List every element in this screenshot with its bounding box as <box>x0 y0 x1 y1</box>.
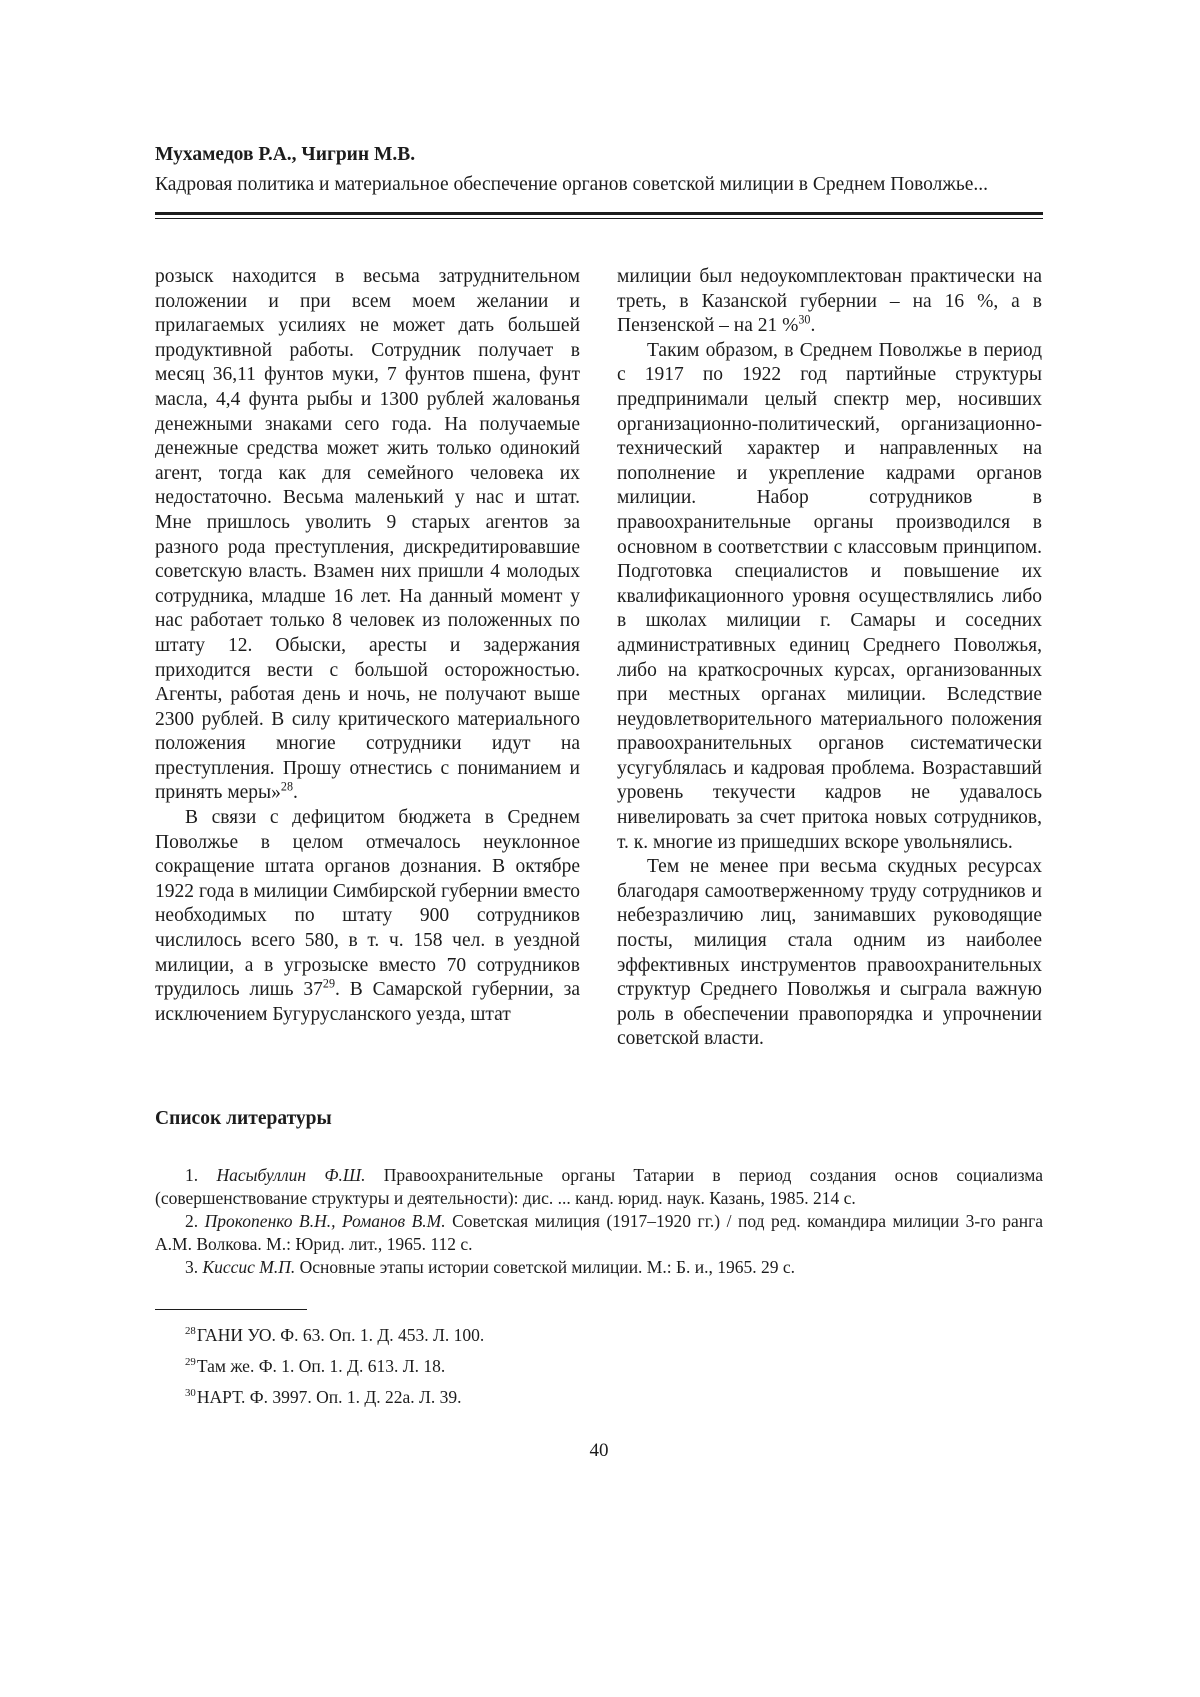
text-segment: Таким образом, в Среднем Поволжье в период с 1917 по 1922 год партийные структуры предпринимали целый спектр мер, носивших организационно-политический, организационно-технический характер и направленных на пополнение и укрепление кадрами органов милиции. Набор сотрудников в правоохранительные органы производился в основном в соответствии с классовым принципом. Подготовка специалистов и повышение их квалификационного уровня осуществлялись либо в школах милиции г. Самары и соседних административных единиц Среднего Поволжья, либо на краткосрочных курсах, организованных при местных органах милиции. Вследствие неудовлетворительного материального положения правоохранительных органов систематически усугублялась и кадровая проблема. Возраставший уровень текучести кадров не удавалось нивелировать за счет притока новых сотрудников, т. к. многие из пришедших вскоре увольнялись. <box>617 339 1042 853</box>
text-segment: милиции был недоукомплектован практически на треть, в Казанской губернии – на 16 %, а в Пензенской – на 21 % <box>617 266 1042 337</box>
left-column <box>155 265 580 1052</box>
text-segment: 3. <box>185 1257 203 1277</box>
text-segment: Прокопенко В.Н., Романов В.М. <box>204 1211 446 1231</box>
paragraph <box>155 265 580 806</box>
footnote <box>155 1355 1043 1377</box>
text-segment: Правоохранительные органы Татарии в период создания основ социализма (совершенствование структуры и деятельности): дис. ... канд. юрид. наук. Казань, 1985. 214 с. <box>155 1165 1043 1208</box>
text-segment: В связи с дефицитом бюджета в Среднем Поволжье в целом отмечалось неуклонное сокращение штата органов дознания. В октябре 1922 года в милиции Симбирской губернии вместо необходимых по штату 900 сотрудников числилось всего 580, в т. ч. 158 чел. в уездной милиции, а в угрозыске вместо 70 сотрудников трудилось лишь 37 <box>155 807 580 1001</box>
footnote-marker: 30 <box>798 312 811 327</box>
footnote-text: ГАНИ УО. Ф. 63. Оп. 1. Д. 453. Л. 100. <box>196 1325 485 1345</box>
footnote-separator <box>155 1309 307 1310</box>
reference-item <box>155 1164 1043 1210</box>
header-rule <box>155 212 1043 219</box>
text-segment: 1. <box>185 1165 217 1185</box>
footnote <box>155 1324 1043 1346</box>
footnotes-section <box>155 1309 1043 1408</box>
body-text <box>155 265 1043 1052</box>
references-section <box>155 1108 1043 1279</box>
text-segment: . <box>293 782 298 804</box>
text-segment: . В Самарской губернии, за исключением Бугурусланского уезда, штат <box>155 979 580 1025</box>
references-heading: Список литературы <box>155 1108 332 1129</box>
paragraph <box>617 265 1042 339</box>
authors: Мухамедов Р.А., Чигрин М.В. <box>155 144 416 165</box>
footnote <box>155 1386 1043 1408</box>
paragraph <box>617 855 1042 1052</box>
footnotes-list <box>155 1324 1043 1408</box>
paragraph <box>155 806 580 1027</box>
page-header <box>155 142 1043 219</box>
reference-item <box>155 1256 1043 1279</box>
references-list <box>155 1164 1043 1279</box>
right-column <box>617 265 1042 1052</box>
footnote-number: 29 <box>185 1356 196 1369</box>
text-segment: Основные этапы истории советской милиции. М.: Б. и., 1965. 29 с. <box>295 1257 796 1277</box>
footnote-text: Там же. Ф. 1. Оп. 1. Д. 613. Л. 18. <box>196 1356 446 1376</box>
text-segment: Тем не менее при весьма скудных ресурсах благодаря самоотверженному труду сотрудников и небезразличию лиц, занимавших руководящие посты, милиция стала одним из наиболее эффективных инструментов правоохранительных структур Среднего Поволжья и сыграла важную роль в обеспечении правопорядка и упрочнении советской власти. <box>617 856 1042 1050</box>
text-segment: . <box>810 315 816 337</box>
paragraph <box>617 339 1042 855</box>
text-segment: розыск находится в весьма затруднительном положении и при всем моем желании и прилагаемых усилиях не может дать большей продуктивной работы. Сотрудник получает в месяц 36,11 фунтов муки, 7 фунтов пшена, фунт масла, 4,4 фунта рыбы и 1300 рублей жалованья денежными знаками сего года. На получаемые денежные средства может жить только одинокий агент, тогда как для семейного человека их недостаточно. Весьма маленький у нас и штат. Мне пришлось уволить 9 старых агентов за разного рода преступления, дискредитировавшие советскую власть. Взамен них пришли 4 молодых сотрудника, младше 16 лет. На данный момент у нас работает только 8 человек из положенных по штату 12. Обыски, аресты и задержания приходится вести с большой осторожностью. Агенты, работая день и ночь, не получают выше 2300 рублей. В силу критического материального положения многие сотрудники идут на преступления. Прошу отнестись с пониманием и принять меры» <box>155 266 580 804</box>
article-title: Кадровая политика и материальное обеспечение органов советской милиции в Среднем Поволжье... <box>155 174 989 195</box>
text-segment: 2. <box>185 1211 205 1231</box>
page-footer <box>155 1440 1043 1462</box>
text-segment: Советская милиция (1917–1920 гг.) / под ред. командира милиции 3-го ранга А.М. Волкова. М.: Юрид. лит., 1965. 112 с. <box>155 1211 1044 1254</box>
footnote-number: 28 <box>185 1325 196 1338</box>
page-number: 40 <box>589 1440 609 1461</box>
text-segment: Насыбуллин Ф.Ш. <box>216 1165 366 1185</box>
footnote-number: 30 <box>185 1387 196 1400</box>
reference-item <box>155 1210 1043 1256</box>
footnote-text: НАРТ. Ф. 3997. Оп. 1. Д. 22а. Л. 39. <box>196 1387 462 1407</box>
footnote-marker: 28 <box>280 779 293 794</box>
footnote-marker: 29 <box>322 976 335 991</box>
text-segment: Киссис М.П. <box>202 1257 296 1277</box>
